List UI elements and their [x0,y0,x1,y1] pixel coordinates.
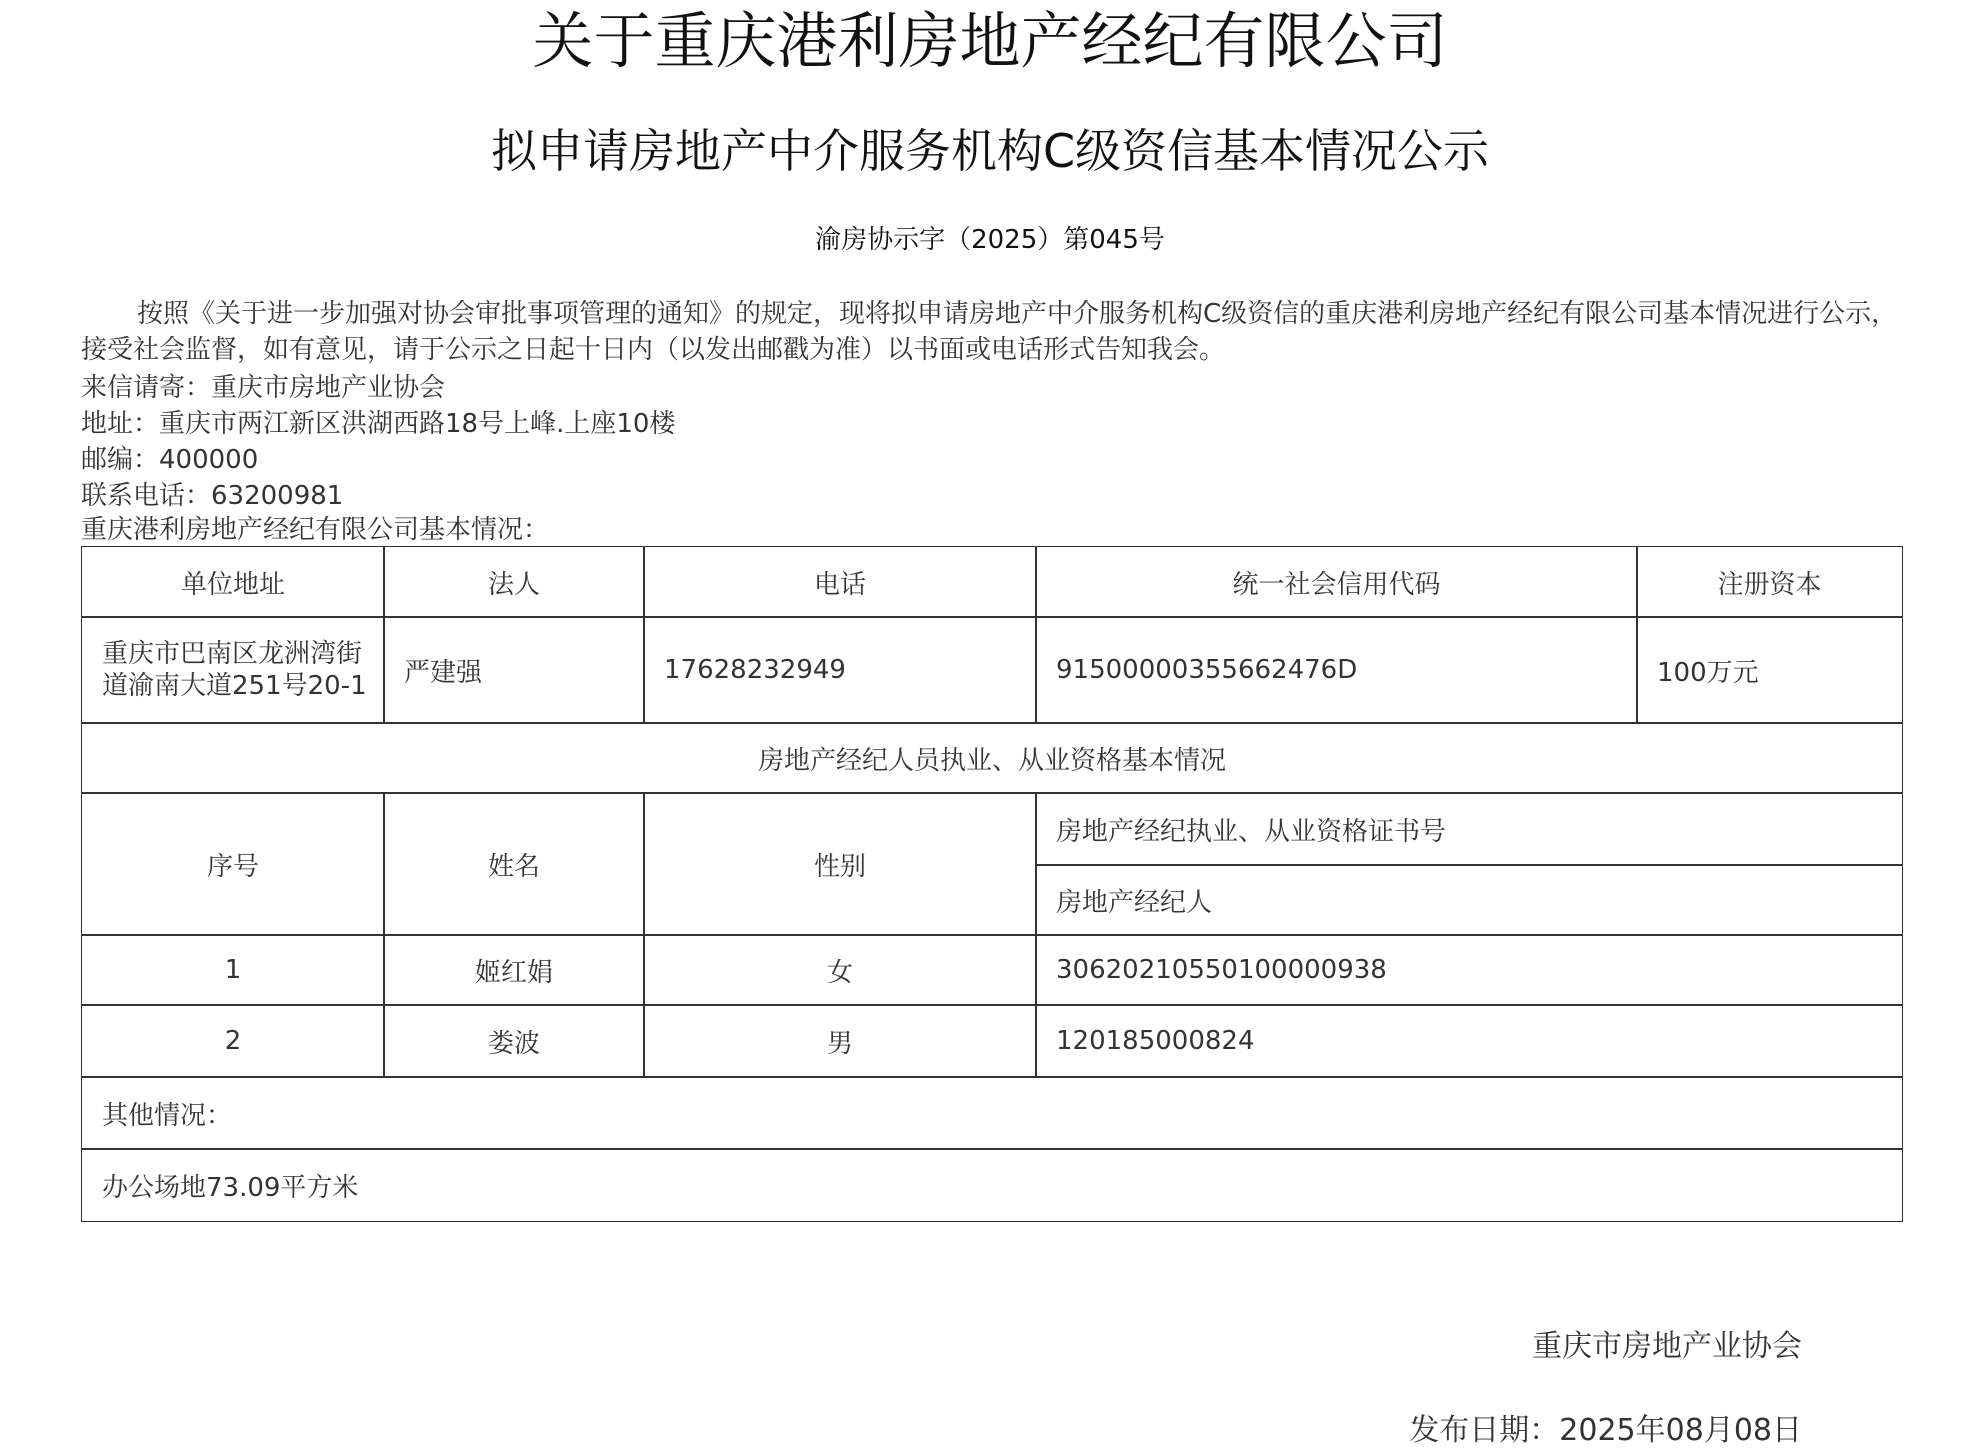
info-table [81,546,1903,1222]
staff-gender: 女 [643,934,1037,1006]
header-name: 姓名 [383,792,645,936]
page-subtitle: 拟申请房地产中介服务机构C级资信基本情况公示 [490,124,1490,178]
document-number: 渝房协示字（2025）第045号 [815,225,1165,255]
section-label: 重庆港利房地产经纪有限公司基本情况： [81,515,550,545]
header-company-address: 单位地址 [81,546,385,618]
header-cert-type: 房地产经纪人 [1035,864,1903,936]
header-capital: 注册资本 [1636,546,1903,618]
phone-line: 联系电话：63200981 [81,481,344,511]
staff-index: 1 [81,934,385,1006]
header-credit-code: 统一社会信用代码 [1035,546,1638,618]
staff-name: 姬红娟 [383,934,645,1006]
page-title: 关于重庆港利房地产经纪有限公司 [532,6,1448,77]
staff-cert-number: 30620210550100000938 [1035,934,1903,1006]
header-cert-number: 房地产经纪执业、从业资格证书号 [1035,792,1903,866]
staff-name: 娄波 [383,1004,645,1078]
staff-index: 2 [81,1004,385,1078]
registered-capital: 100万元 [1636,616,1903,724]
staff-section-title: 房地产经纪人员执业、从业资格基本情况 [81,722,1903,794]
company-phone: 17628232949 [643,616,1037,724]
legal-rep: 严建强 [383,616,645,724]
address-line: 地址：重庆市两江新区洪湖西路18号上峰.上座10楼 [81,409,676,439]
mail-to-line: 来信请寄：重庆市房地产业协会 [81,373,446,403]
other-label: 其他情况： [81,1076,1903,1150]
header-index: 序号 [81,792,385,936]
header-phone: 电话 [643,546,1037,618]
publish-date: 发布日期：2025年08月08日 [1409,1413,1802,1448]
company-address: 重庆市巴南区龙洲湾街道渝南大道251号20-1 [81,616,385,724]
intro-paragraph: 按照《关于进一步加强对协会审批事项管理的通知》的规定，现将拟申请房地产中介服务机构C级资信的重庆港利房地产经纪有限公司基本情况进行公示，接受社会监督，如有意见，请于公示之日起十日内（以发出邮戳为准）以书面或电话形式告知我会。 [81,299,1898,365]
credit-code: 91500000355662476D [1035,616,1638,724]
staff-gender: 男 [643,1004,1037,1078]
other-content: 办公场地73.09平方米 [81,1148,1903,1222]
header-gender: 性别 [643,792,1037,936]
postcode-line: 邮编：400000 [81,445,259,475]
signer: 重庆市房地产业协会 [1532,1329,1802,1364]
staff-cert-number: 120185000824 [1035,1004,1903,1078]
header-legal-rep: 法人 [383,546,645,618]
